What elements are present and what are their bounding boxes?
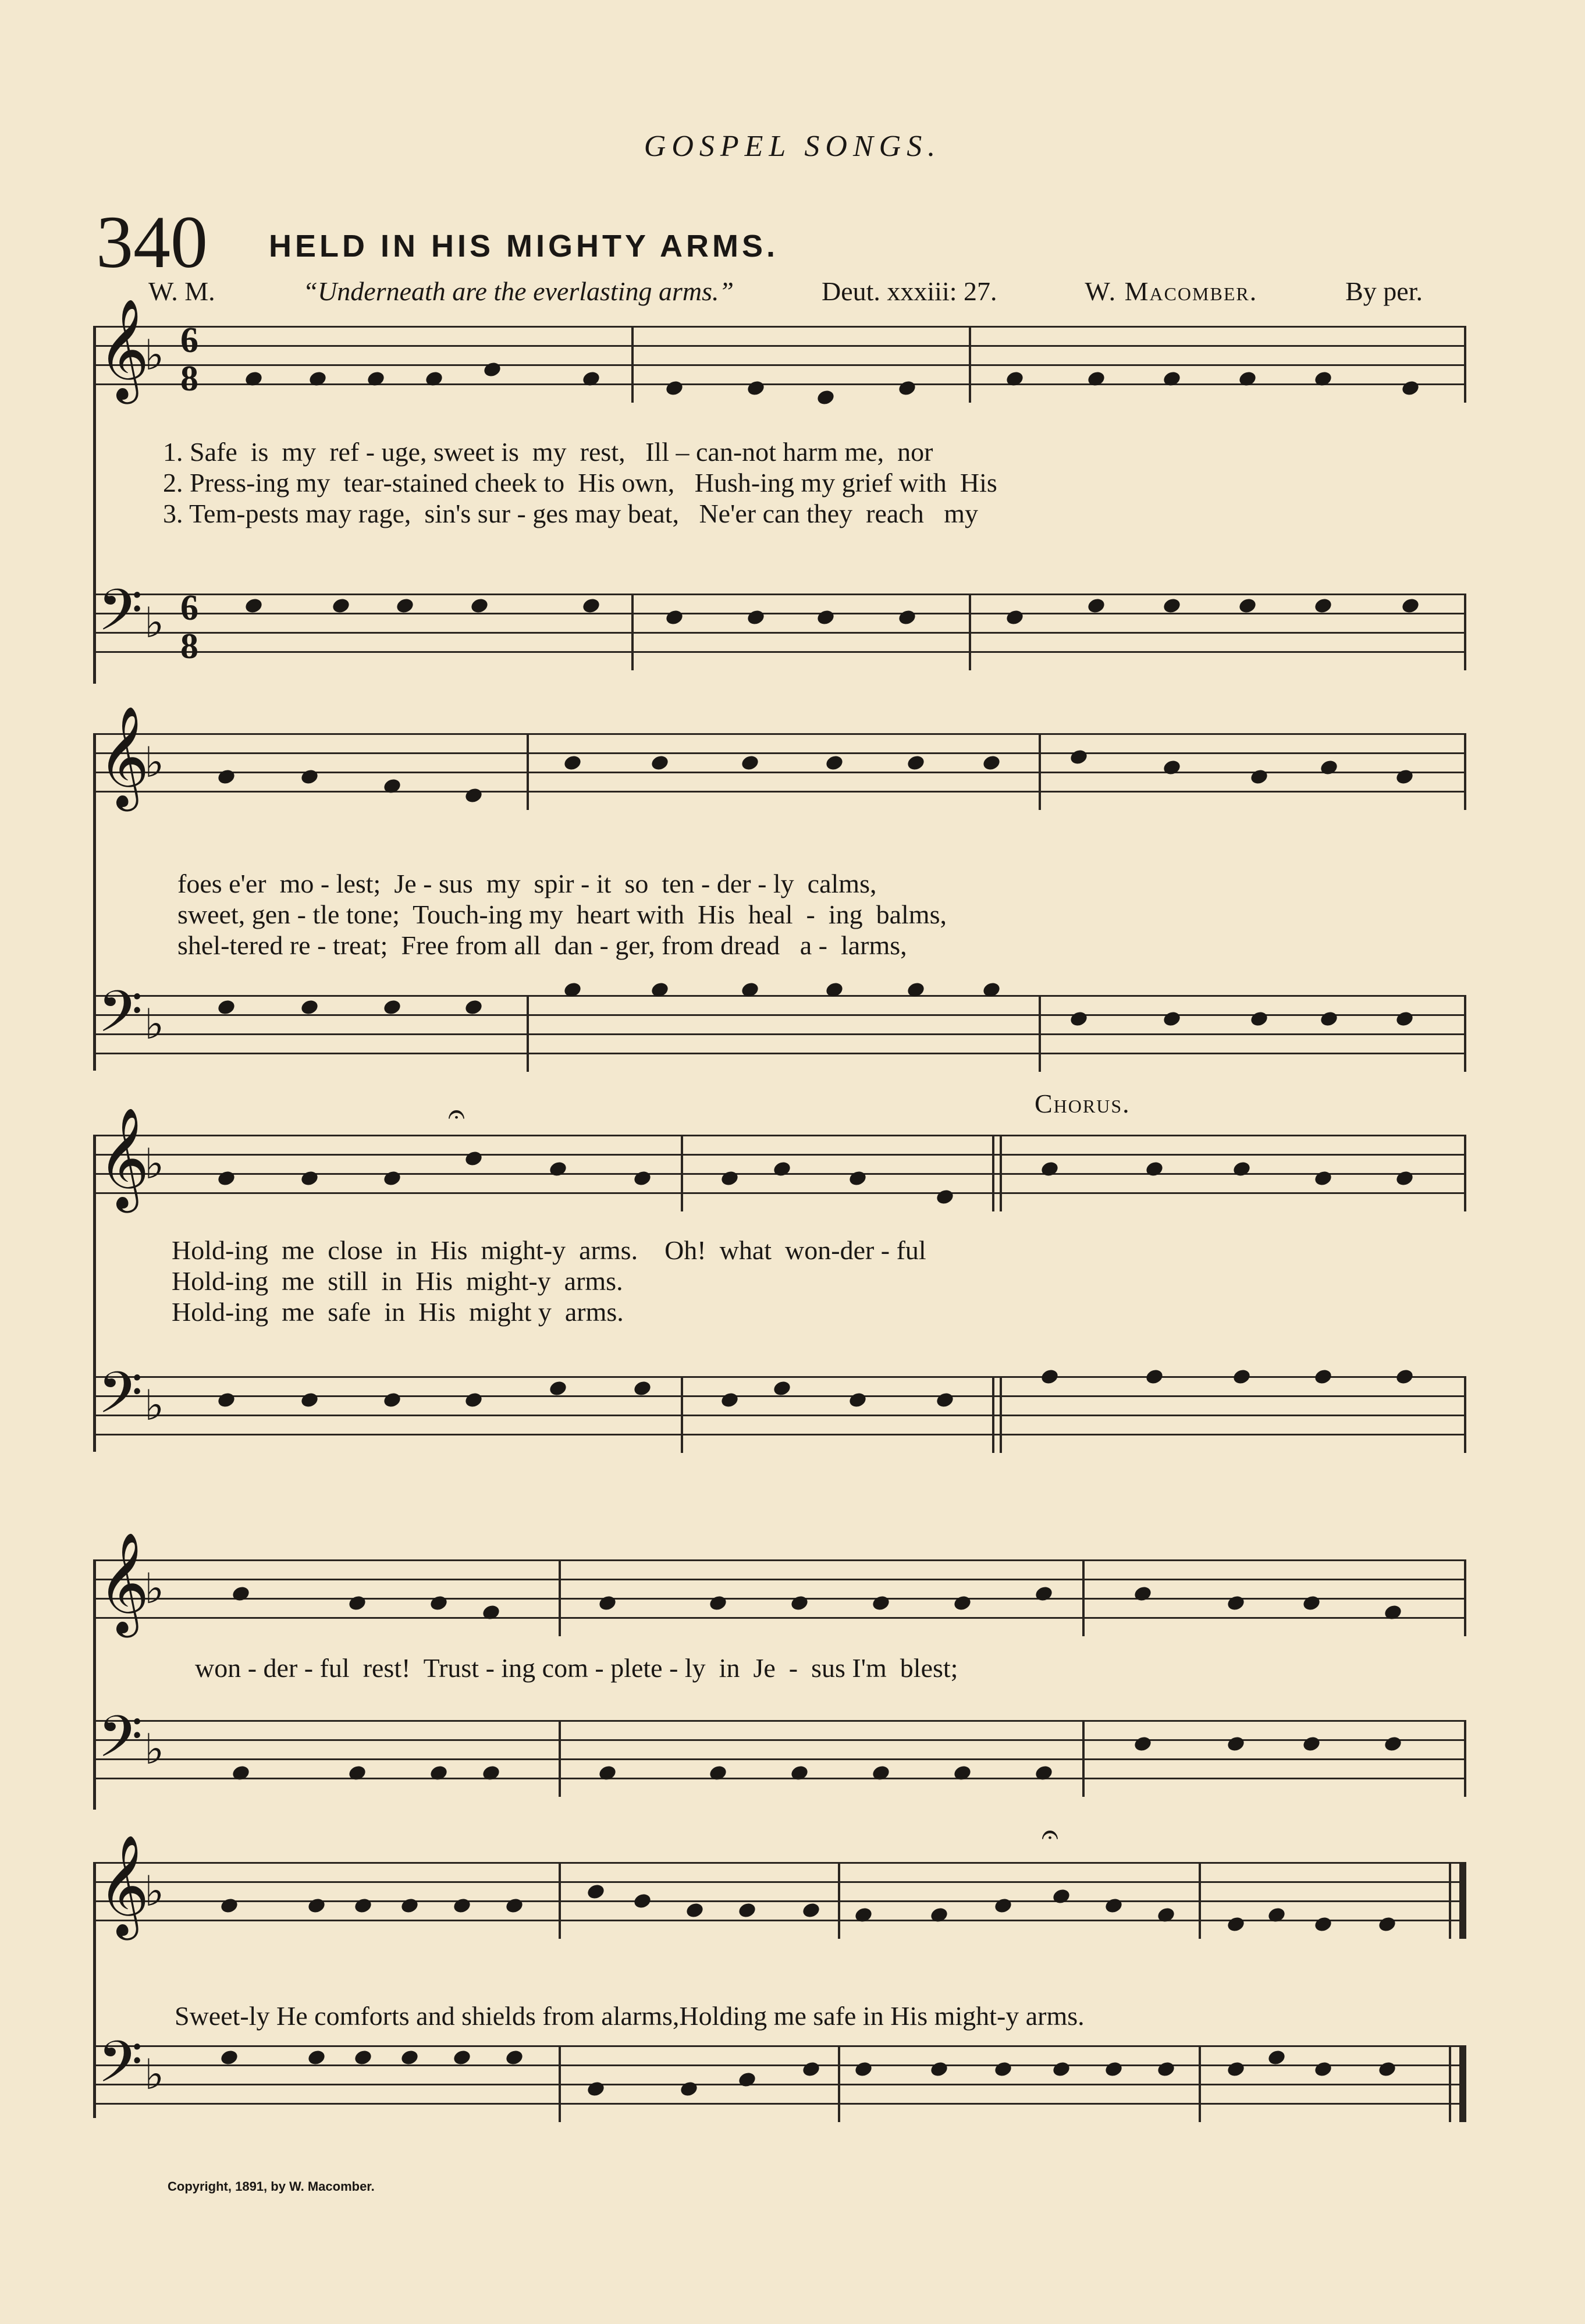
barline [1039, 733, 1041, 810]
note-head [825, 754, 844, 772]
note-head [581, 370, 601, 388]
note-head [1383, 1735, 1403, 1753]
barline [631, 594, 634, 670]
music-system-1 [93, 301, 1466, 698]
note-head [382, 777, 402, 795]
flat-key-signature: ♭ [144, 2052, 164, 2098]
note-head [1401, 379, 1420, 397]
barline [559, 2045, 561, 2122]
barline [1082, 1720, 1085, 1797]
barline [969, 326, 971, 403]
note-head [1104, 1897, 1124, 1915]
music-system-5 [93, 1818, 1466, 2141]
lyrics-block-2 [177, 868, 1481, 961]
note-head [737, 1902, 757, 1920]
note-head [1005, 609, 1025, 627]
note-head [1133, 1735, 1153, 1753]
flat-key-signature: ♭ [144, 1566, 164, 1612]
note-head [650, 981, 670, 999]
note-head [219, 1897, 239, 1915]
note-head [1249, 768, 1269, 786]
note-head [854, 2060, 873, 2078]
lyrics-block-4 [195, 1653, 1498, 1683]
note-head [581, 597, 601, 615]
note-head [563, 981, 582, 999]
note-head [871, 1594, 891, 1612]
note-head [1319, 1010, 1339, 1028]
bass-clef-icon: 𝄢 [98, 980, 143, 1058]
flat-key-signature: ♭ [144, 1001, 164, 1048]
note-head [452, 1897, 472, 1915]
note-head [1302, 1594, 1321, 1612]
time-signature-top: 6 [180, 588, 198, 628]
note-head [1162, 759, 1182, 777]
note-head [740, 754, 760, 772]
note-head [1395, 768, 1415, 786]
barline [1464, 733, 1466, 810]
note-head [1005, 370, 1025, 388]
time-signature-bottom: 8 [180, 359, 198, 399]
final-barline [1449, 2045, 1451, 2122]
barline [992, 1376, 994, 1453]
note-head [395, 597, 415, 615]
barline [1464, 1135, 1466, 1211]
note-head [897, 379, 917, 397]
flat-key-signature: ♭ [144, 740, 164, 786]
music-system-4 [93, 1535, 1466, 1833]
note-head [563, 754, 582, 772]
note-head [982, 981, 1001, 999]
flat-key-signature: ♭ [144, 1141, 164, 1188]
bass-staff [93, 1705, 1466, 1797]
note-head [1051, 1888, 1071, 1906]
barline [527, 733, 529, 810]
note-head [504, 2049, 524, 2067]
note-head [353, 2049, 373, 2067]
note-head [1395, 1170, 1415, 1188]
bass-staff [93, 1362, 1466, 1453]
note-head [685, 1902, 705, 1920]
note-head [825, 981, 844, 999]
lyric-line-verse-2: 2. Press-ing my tear-stained cheek to His own, Hush-ing my grief with His [163, 468, 997, 498]
note-head [720, 1170, 740, 1188]
barline [838, 1862, 840, 1939]
note-head [1069, 1010, 1089, 1028]
lyric-line-verse-1: 1. Safe is my ref - uge, sweet is my rest, Ill – can-not harm me, nor [163, 437, 933, 467]
note-head [1104, 2060, 1124, 2078]
note-head [1313, 1916, 1333, 1934]
note-head [1395, 1010, 1415, 1028]
note-head [1238, 597, 1257, 615]
note-head [801, 2060, 821, 2078]
note-head [740, 981, 760, 999]
lyric-line-verse-3: shel-tered re - treat; Free from all dan - ger, from dread a - larms, [177, 930, 907, 960]
note-head [331, 597, 351, 615]
note-head [1162, 1010, 1182, 1028]
treble-staff [93, 1838, 1466, 1939]
note-head [464, 787, 484, 805]
lyric-line-verse-2: Hold-ing me still in His might-y arms. [172, 1266, 623, 1296]
treble-clef-icon: 𝄞 [98, 301, 150, 398]
note-head [1040, 1160, 1060, 1178]
lyrics-block-5 [175, 2000, 1478, 2031]
bass-clef-icon: 𝄢 [98, 1362, 143, 1439]
note-head [1086, 597, 1106, 615]
barline [1000, 1135, 1002, 1211]
note-head [897, 609, 917, 627]
note-head [746, 379, 766, 397]
treble-staff [93, 1110, 1466, 1211]
lyric-line-chorus: Sweet-ly He comforts and shields from alarms,Holding me safe in His might-y arms. [175, 2001, 1085, 2031]
note-head [650, 754, 670, 772]
note-head [300, 768, 319, 786]
note-head [848, 1170, 868, 1188]
note-head [632, 1892, 652, 1910]
note-head [737, 2071, 757, 2089]
note-head [1162, 370, 1182, 388]
bass-staff [93, 579, 1466, 670]
note-head [953, 1594, 972, 1612]
note-head [1226, 2060, 1246, 2078]
note-head [906, 981, 926, 999]
hymn-title: HELD IN HIS MIGHTY ARMS. [269, 229, 779, 264]
note-head [1145, 1368, 1164, 1386]
note-head [1249, 1010, 1269, 1028]
note-head [1226, 1916, 1246, 1934]
note-head [464, 1391, 484, 1409]
note-head [400, 2049, 420, 2067]
note-head [772, 1380, 792, 1398]
note-head [1319, 759, 1339, 777]
barline [1464, 995, 1466, 1072]
time-signature [180, 321, 198, 398]
bass-staff [93, 980, 1466, 1072]
composer: W. Macomber. [1085, 276, 1258, 306]
running-head: GOSPEL SONGS. [644, 130, 941, 163]
note-head [1383, 1604, 1403, 1622]
note-head [307, 1897, 326, 1915]
note-head [382, 1391, 402, 1409]
note-head [464, 998, 484, 1017]
barline [1199, 2045, 1201, 2122]
note-head [1034, 1585, 1054, 1603]
note-head [216, 1170, 236, 1188]
time-signature [180, 589, 198, 666]
note-head [382, 998, 402, 1017]
treble-clef-icon: 𝄞 [98, 709, 150, 805]
note-head [935, 1188, 955, 1206]
note-head [481, 1764, 501, 1782]
note-head [1034, 1764, 1054, 1782]
treble-clef-icon: 𝄞 [98, 1838, 150, 1934]
flat-key-signature: ♭ [144, 1383, 164, 1429]
note-head [353, 1897, 373, 1915]
note-head [300, 998, 319, 1017]
note-head [664, 379, 684, 397]
note-head [1313, 1368, 1333, 1386]
lyric-line-verse-2: sweet, gen - tle tone; Touch-ing my heart with His heal - ing balms, [177, 900, 947, 929]
note-head [429, 1764, 449, 1782]
note-head [906, 754, 926, 772]
note-head [548, 1160, 568, 1178]
barline [559, 1559, 561, 1636]
author-initials: W. M. [148, 276, 215, 306]
barline [631, 326, 634, 403]
barline [1464, 1376, 1466, 1453]
note-head [1302, 1735, 1321, 1753]
note-head [216, 998, 236, 1017]
note-head [216, 768, 236, 786]
barline [1199, 1862, 1201, 1939]
note-head [1313, 2060, 1333, 2078]
note-head [929, 2060, 949, 2078]
copyright-notice: Copyright, 1891, by W. Macomber. [168, 2179, 375, 2194]
time-signature-top: 6 [180, 321, 198, 360]
barline [1464, 594, 1466, 670]
permission-note: By per. [1345, 276, 1423, 306]
note-head [307, 2049, 326, 2067]
note-head [1313, 370, 1333, 388]
note-head [1069, 748, 1089, 766]
note-head [424, 370, 444, 388]
note-head [1238, 370, 1257, 388]
note-head [216, 1391, 236, 1409]
flat-key-signature: ♭ [144, 1726, 164, 1773]
barline [1039, 995, 1041, 1072]
note-head [1401, 597, 1420, 615]
note-head [598, 1594, 617, 1612]
note-head [816, 609, 836, 627]
bass-clef-icon: 𝄢 [98, 579, 143, 656]
note-head [664, 609, 684, 627]
barline [969, 594, 971, 670]
bass-staff [93, 2031, 1466, 2122]
note-head [772, 1160, 792, 1178]
note-head [598, 1764, 617, 1782]
final-barline [1459, 2045, 1466, 2122]
note-head [953, 1764, 972, 1782]
barline [559, 1862, 561, 1939]
treble-staff [93, 1535, 1466, 1636]
note-head [1267, 2049, 1287, 2067]
fermata-icon: 𝄐 [448, 1098, 465, 1131]
lyric-line-verse-1: Hold-ing me close in His might-y arms. Oh! what won-der - ful [172, 1235, 926, 1265]
note-head [482, 361, 502, 379]
barline [559, 1720, 561, 1797]
barline [1000, 1376, 1002, 1453]
note-head [300, 1391, 319, 1409]
note-head [632, 1380, 652, 1398]
chorus-label: Chorus. [1035, 1089, 1131, 1118]
note-head [1377, 2060, 1397, 2078]
fermata-icon: 𝄐 [1042, 1818, 1058, 1852]
note-head [746, 609, 766, 627]
lyric-line-chorus: won - der - ful rest! Trust - ing com - plete - ly in Je - sus I'm blest; [195, 1653, 958, 1683]
treble-clef-icon: 𝄞 [98, 1110, 150, 1207]
note-head [1226, 1735, 1246, 1753]
lyric-line-verse-1: foes e'er mo - lest; Je - sus my spir - it so ten - der - ly calms, [177, 869, 877, 898]
note-head [929, 1906, 949, 1924]
barline [1464, 1720, 1466, 1797]
note-head [504, 1897, 524, 1915]
note-head [1395, 1368, 1415, 1386]
note-head [1162, 597, 1182, 615]
note-head [347, 1764, 367, 1782]
note-head [1086, 370, 1106, 388]
note-head [1040, 1368, 1060, 1386]
treble-clef-icon: 𝄞 [98, 1535, 150, 1632]
lyrics-block-1 [163, 436, 1466, 529]
note-head [1313, 597, 1333, 615]
lyric-line-verse-3: 3. Tem-pests may rage, sin's sur - ges may beat, Ne'er can they reach my [163, 499, 979, 528]
note-head [848, 1391, 868, 1409]
credits-line [148, 276, 1423, 307]
note-head [382, 1170, 402, 1188]
flat-key-signature: ♭ [144, 332, 164, 379]
lyric-line-verse-3: Hold-ing me safe in His might y arms. [172, 1297, 624, 1327]
note-head [993, 2060, 1013, 2078]
note-head [347, 1594, 367, 1612]
barline [1464, 1559, 1466, 1636]
barline [681, 1135, 683, 1211]
note-head [1145, 1160, 1164, 1178]
note-head [481, 1604, 501, 1622]
flat-key-signature: ♭ [144, 1868, 164, 1915]
barline [992, 1135, 994, 1211]
note-head [400, 1897, 420, 1915]
note-head [244, 597, 264, 615]
treble-staff [93, 301, 1466, 403]
time-signature-bottom: 8 [180, 627, 198, 666]
note-head [1133, 1585, 1153, 1603]
note-head [1267, 1906, 1287, 1924]
note-head [935, 1391, 955, 1409]
bass-clef-icon: 𝄢 [98, 1705, 143, 1783]
barline [681, 1376, 683, 1453]
lyrics-block-3 [172, 1235, 1475, 1327]
note-head [470, 597, 489, 615]
note-head [1232, 1160, 1252, 1178]
note-head [586, 2080, 606, 2098]
note-head [679, 2080, 699, 2098]
note-head [1377, 1916, 1397, 1934]
note-head [816, 389, 836, 407]
note-head [720, 1391, 740, 1409]
note-head [708, 1594, 728, 1612]
scripture-reference: Deut. xxxiii: 27. [821, 276, 997, 306]
note-head [1051, 2060, 1071, 2078]
note-head [1232, 1368, 1252, 1386]
note-head [231, 1585, 251, 1603]
note-head [1226, 1594, 1246, 1612]
note-head [993, 1897, 1013, 1915]
note-head [464, 1150, 484, 1168]
final-barline [1449, 1862, 1451, 1939]
note-head [871, 1764, 891, 1782]
note-head [1156, 1906, 1176, 1924]
note-head [632, 1170, 652, 1188]
note-head [790, 1764, 809, 1782]
bass-clef-icon: 𝄢 [98, 2031, 143, 2108]
music-system-2 [93, 709, 1466, 1082]
epigraph [303, 276, 734, 307]
note-head [244, 370, 264, 388]
note-head [452, 2049, 472, 2067]
note-head [548, 1380, 568, 1398]
epigraph-text: “Underneath are the everlasting arms.” [303, 276, 734, 306]
barline [1464, 326, 1466, 403]
note-head [790, 1594, 809, 1612]
treble-staff [93, 709, 1466, 810]
barline [838, 2045, 840, 2122]
barline [1082, 1559, 1085, 1636]
note-head [982, 754, 1001, 772]
note-head [366, 370, 386, 388]
note-head [1156, 2060, 1176, 2078]
note-head [1313, 1170, 1333, 1188]
note-head [854, 1906, 873, 1924]
note-head [231, 1764, 251, 1782]
note-head [308, 370, 328, 388]
note-head [586, 1883, 606, 1901]
note-head [429, 1594, 449, 1612]
note-head [219, 2049, 239, 2067]
final-barline [1459, 1862, 1466, 1939]
hymn-number: 340 [96, 201, 208, 283]
barline [527, 995, 529, 1072]
note-head [801, 1902, 821, 1920]
note-head [708, 1764, 728, 1782]
note-head [300, 1170, 319, 1188]
flat-key-signature: ♭ [144, 600, 164, 646]
